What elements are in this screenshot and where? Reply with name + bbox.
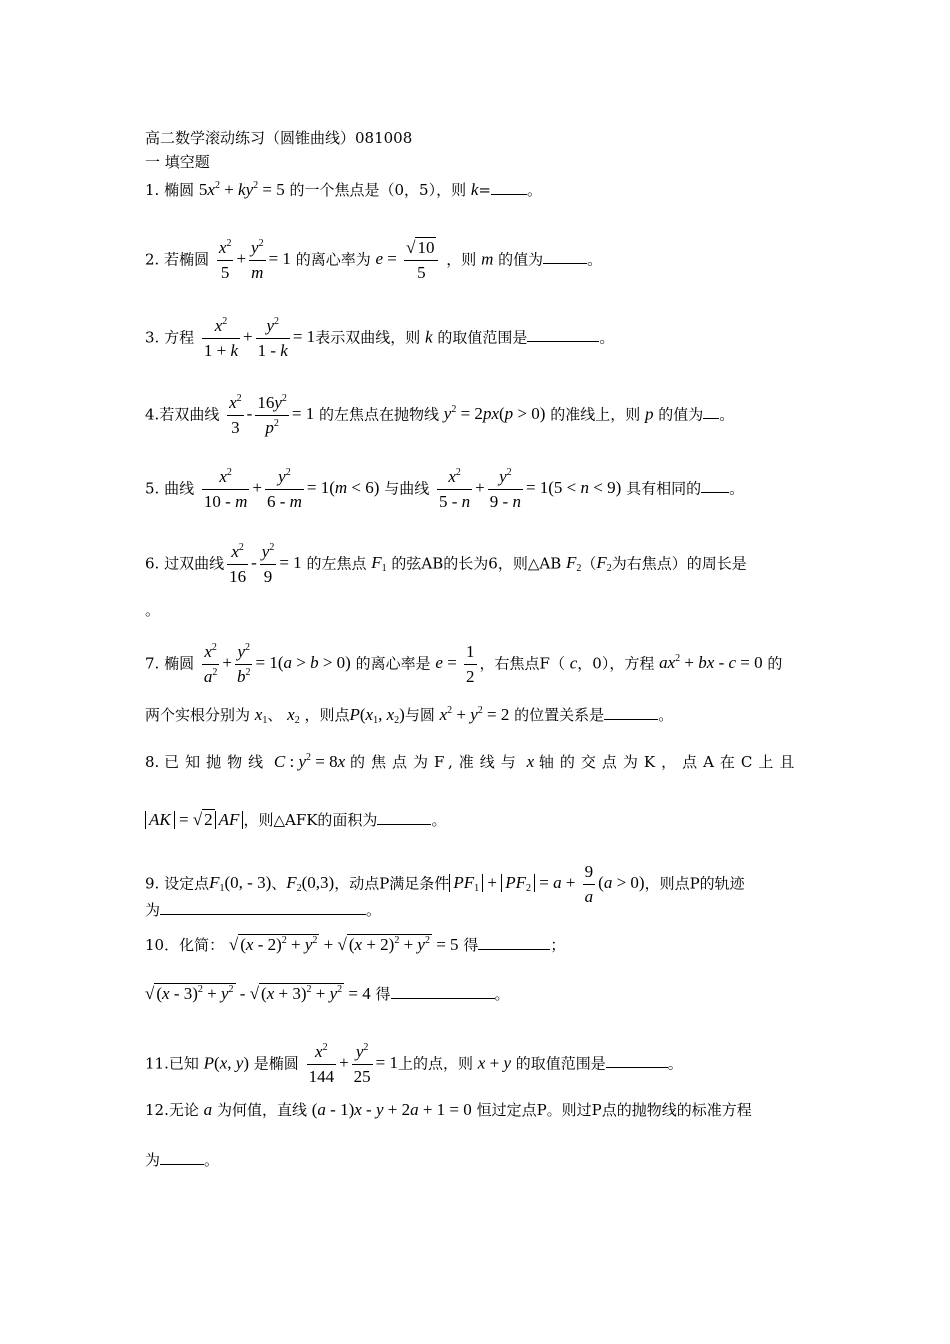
q6-text-pre: 过双曲线: [164, 554, 225, 573]
q12-end: 。: [204, 1151, 220, 1169]
q7-text-post2: ，0），方程: [577, 654, 655, 673]
q10-end-2: 。: [494, 985, 510, 1003]
q12-variable-a: a: [203, 1100, 213, 1119]
q7-cont-mid: ，则点: [304, 706, 350, 724]
q4-variable-p: p: [644, 404, 654, 424]
question-1: [145, 180, 542, 200]
q6-text-post2: 为右焦点）的周长是: [611, 554, 747, 573]
q9-end: 。: [366, 901, 382, 919]
q7-text-pre: 椭圆: [164, 654, 195, 673]
q8-text-pre: 已知抛物线: [164, 753, 270, 771]
q8-variable-x: x: [526, 752, 535, 771]
q2-variable-m: m: [481, 249, 494, 269]
q9-condition: $PF_1 + PF_2 = a$ + $\frac{9}{a}$ (a > 0): [449, 873, 644, 892]
q11-expression: x + y: [477, 1053, 511, 1073]
q6-text-mid: 的左焦点: [306, 554, 367, 573]
q12-line-equation: (a - 1)x - y + 2a + 1 = 0: [311, 1100, 472, 1119]
question-7: [145, 640, 782, 689]
q7-text-post: ，右焦点F（: [479, 654, 565, 673]
q11-text-post: 上的点，则: [398, 1054, 474, 1073]
q8-parabola-equation: C : $y^2 = 8x$: [273, 752, 346, 771]
q2-text-tail: 的值为: [498, 250, 544, 269]
q5-curve-2-equation: $\frac{x^2}{5 - n}$ + $\frac{y^2}{9 - n}$ = 1(5 < n < 9): [439, 467, 622, 511]
q10-continuation: [145, 984, 510, 1004]
q4-hyperbola-equation: $\frac{x^2}{3}$ - $\frac{16y^2}{p^2}$ = 1: [229, 393, 315, 437]
q7-ellipse-equation: $\frac{x^2}{a^2}$ + $\frac{y^2}{b^2}$ = 1(a > b > 0): [203, 642, 351, 686]
q5-text-pre: 曲线: [164, 479, 195, 498]
q9-text-post: ，则点P的轨迹: [644, 874, 745, 893]
q2-ellipse-equation: $\frac{x^2}{5}$ + $\frac{y^2}{m}$ = 1: [218, 238, 291, 282]
q10-equation-1: √ $(x - 2)^2 + y^2$ + √ $(x + 2)^2 + y^2 = 5$: [228, 935, 459, 954]
q2-end: 。: [587, 250, 603, 269]
q10-text-pre: 化简：: [179, 936, 225, 954]
q3-text-post: 表示双曲线，则: [315, 328, 421, 347]
q2-answer-blank[interactable]: [543, 249, 587, 264]
q7-end: 。: [658, 706, 674, 724]
question-6: [145, 540, 747, 589]
q10-answer-blank-1[interactable]: [478, 935, 550, 950]
q12-text-post: 恒过定点P。则过P点的抛物线的标准方程: [476, 1101, 752, 1119]
q10-answer-blank-2[interactable]: [391, 984, 495, 999]
q9-point-f1: $F_1(0$, - 3): [209, 873, 272, 895]
q11-text-pre: 已知: [168, 1054, 199, 1073]
q1-equals: =: [478, 181, 491, 199]
q6-number: 6.: [145, 554, 160, 573]
q1-text-post: 的一个焦点是（0，5），则: [289, 181, 467, 199]
q7-root-x2: $x_2$: [287, 705, 300, 726]
q8-number: 8.: [145, 753, 160, 771]
question-4: [145, 391, 734, 440]
q2-text-post: ，则: [446, 250, 477, 269]
q5-answer-blank[interactable]: [701, 478, 729, 493]
q7-quadratic-equation: $ax^2$ + bx - c = 0: [659, 653, 763, 673]
q5-curve-1-equation: $\frac{x^2}{10 - m}$ + $\frac{y^2}{6 - m}$ = 1(m < 6): [203, 467, 380, 511]
q4-text-tail: 的值为: [658, 405, 704, 424]
q8-end: 。: [431, 811, 447, 829]
q7-separator: 、: [267, 706, 283, 724]
q11-text-mid: 是椭圆: [253, 1054, 299, 1073]
q6-hyperbola-equation: $\frac{x^2}{16}$ - $\frac{y^2}{9}$ = 1: [229, 542, 302, 586]
q3-text-tail: 的取值范围是: [437, 328, 528, 347]
q1-end: 。: [527, 181, 543, 199]
q7-cont-post: 的位置关系是: [514, 706, 605, 724]
question-11: [145, 1040, 683, 1089]
q8-text-post: 的焦点为F,准线与: [349, 753, 522, 771]
q3-end: 。: [599, 328, 615, 347]
q7-root-x1: $x_1$: [254, 705, 268, 726]
q3-answer-blank[interactable]: [527, 327, 599, 342]
q12-text-pre: 无论: [168, 1101, 199, 1119]
q7-answer-blank[interactable]: [604, 705, 658, 720]
q12-continuation: [145, 1150, 219, 1170]
q11-text-tail: 的取值范围是: [515, 1054, 606, 1073]
q7-text-mid: 的离心率是: [355, 654, 431, 673]
q7-cont-pre: 两个实根分别为: [145, 706, 251, 724]
q12-cont: 为: [145, 1151, 161, 1169]
q9-number: 9.: [145, 874, 160, 893]
q6-text-post: 的弦AB的长为6，则△AB: [391, 554, 562, 573]
q9-text-pre: 设定点: [164, 874, 210, 893]
q10-text-post2: 得: [375, 985, 391, 1003]
q11-ellipse-equation: $\frac{x^2}{144}$ + $\frac{y^2}{25}$ = 1: [308, 1042, 398, 1086]
q4-answer-blank[interactable]: [703, 404, 719, 419]
question-2: [145, 236, 602, 285]
q7-cont-mid2: 与圆: [404, 706, 435, 724]
q6-focus-f2: $F_2$: [566, 553, 582, 575]
q3-hyperbola-equation: $\frac{x^2}{1 + k}$ + $\frac{y^2}{1 - k}$ = 1: [203, 316, 316, 360]
q7-eccentricity: e = $\frac{1}{2}$: [435, 642, 475, 686]
question-8: [145, 752, 800, 772]
q6-continuation: 。: [145, 601, 161, 619]
q2-text-mid: 的离心率为: [295, 250, 371, 269]
q3-text-pre: 方程: [164, 328, 195, 347]
q4-text-mid: 的左焦点在抛物线: [319, 405, 440, 424]
q9-continuation: [145, 900, 381, 920]
q11-point-p: P(x, y): [203, 1053, 249, 1073]
q1-equation: $5x^2 + ky^2 = 5$: [198, 180, 285, 199]
question-12: [145, 1100, 752, 1120]
q5-text-mid: 与曲线: [384, 479, 430, 498]
q8-answer-blank[interactable]: [377, 810, 431, 825]
q8-text-post2: 轴的交点为K，点A在C上且: [538, 753, 801, 771]
question-10: [145, 935, 565, 955]
q3-variable-k: k: [424, 327, 433, 347]
q7-point-p: $P(x_1$, $x_2$): [349, 705, 405, 726]
q9-cont: 为: [145, 901, 161, 919]
q4-end: 。: [719, 405, 735, 424]
q8-condition: AK = √ 2 AF: [145, 810, 243, 829]
section-heading: 一 填空题: [145, 153, 210, 171]
q10-number: 10．: [145, 936, 180, 954]
q10-text-post: 得: [463, 936, 479, 954]
q11-number: 11.: [145, 1054, 169, 1073]
q10-equation-2: √ $(x - 3)^2 + y^2$ - √ $(x + 3)^2 + y^2 = 4$: [145, 984, 371, 1003]
q1-text-pre: 椭圆: [164, 181, 195, 199]
q5-text-post: 具有相同的: [626, 479, 702, 498]
q9-point-f2: $F_2(0,3)$: [286, 873, 335, 895]
q9-answer-blank[interactable]: [160, 900, 366, 915]
q11-end: 。: [667, 1054, 683, 1073]
q12-text-mid: 为何值，直线: [216, 1101, 307, 1119]
q1-number: 1.: [145, 181, 160, 199]
q2-eccentricity: e = $\frac{√ 10}{5}$: [376, 249, 442, 268]
q2-text-pre: 若椭圆: [164, 250, 210, 269]
q5-number: 5.: [145, 479, 160, 498]
q4-text-post: 的准线上，则: [550, 405, 641, 424]
q11-answer-blank[interactable]: [606, 1053, 668, 1068]
q10-end-1: ；: [550, 936, 566, 954]
q9-text-mid: ，动点P满足条件: [334, 874, 450, 893]
q8-continuation: [145, 810, 446, 830]
q4-number: 4.: [145, 405, 160, 424]
q4-text-pre: 若双曲线: [159, 405, 220, 424]
q6-focus-f2-note: $F_2$: [596, 553, 612, 575]
q9-separator: 、: [271, 874, 287, 893]
q6-focus-f1: $F_1$: [371, 553, 387, 575]
q5-end: 。: [729, 479, 745, 498]
question-3: [145, 314, 614, 363]
q4-parabola-equation: $y^2 = 2px(p > 0)$: [443, 404, 546, 424]
q7-number: 7.: [145, 654, 160, 673]
q3-number: 3.: [145, 328, 160, 347]
q7-continuation: [145, 705, 673, 725]
q7-variable-c: c: [569, 653, 578, 673]
q8-cont-post: ，则△AFK的面积为: [243, 811, 378, 829]
q6-paren: （: [581, 554, 597, 573]
q1-variable-k: k: [470, 180, 479, 199]
q7-text-post3: 的: [767, 654, 783, 673]
q12-answer-blank[interactable]: [160, 1150, 204, 1165]
worksheet-title: 高二数学滚动练习（圆锥曲线）081008: [145, 129, 413, 147]
question-5: [145, 465, 744, 514]
q7-circle-equation: $x^2 + y^2 = 2$: [439, 705, 510, 724]
q12-number: 12.: [145, 1101, 169, 1119]
q2-number: 2.: [145, 250, 160, 269]
q1-answer-blank[interactable]: [491, 180, 527, 195]
